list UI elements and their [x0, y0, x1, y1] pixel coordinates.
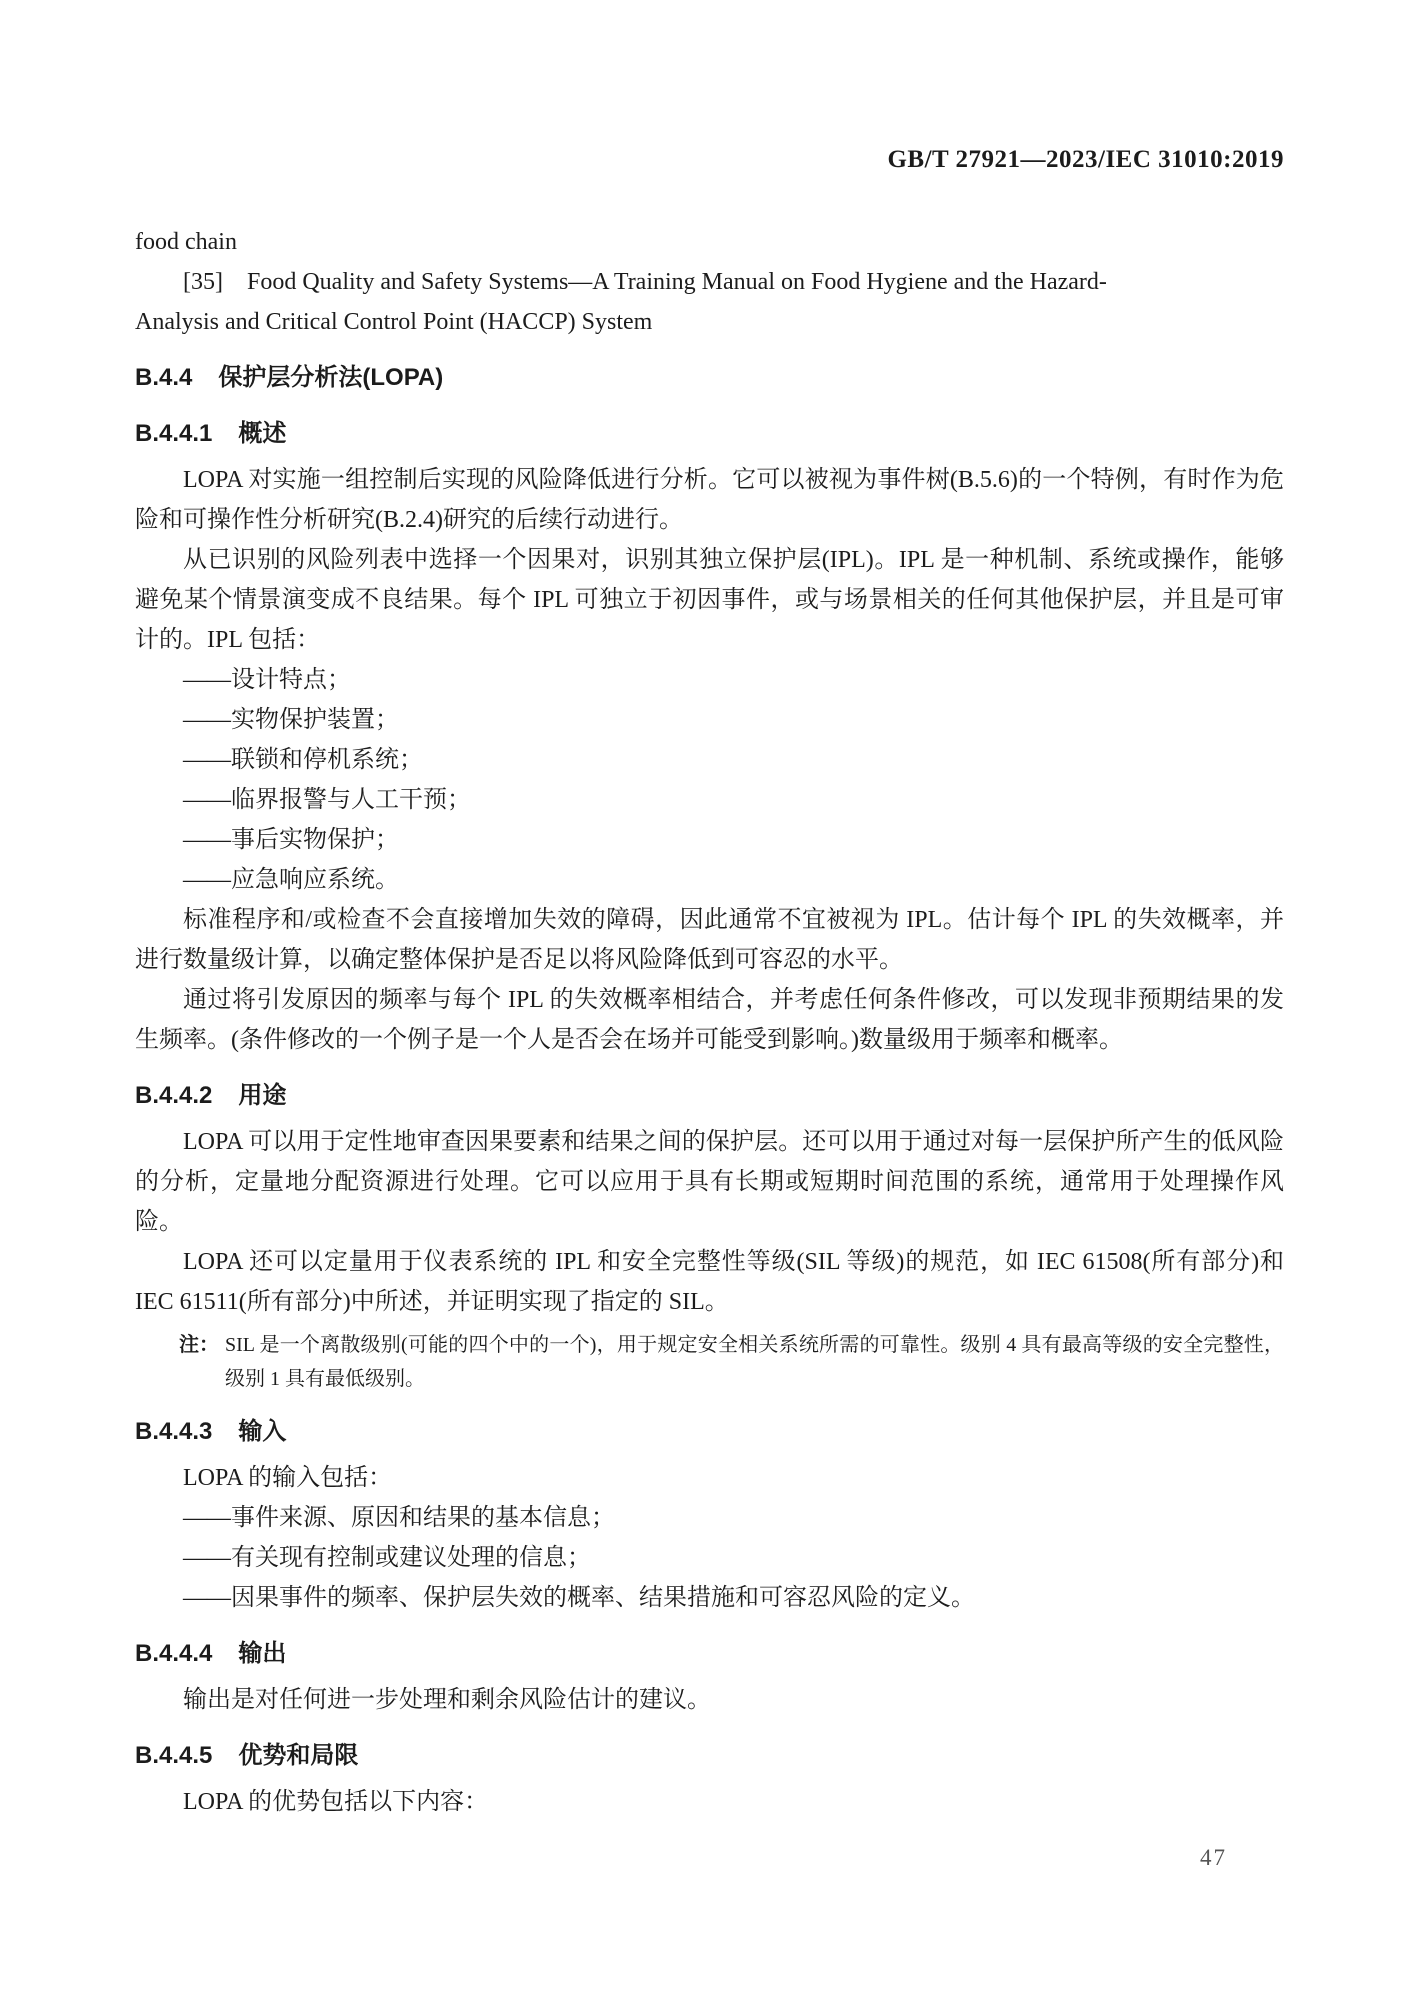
bibliography-fragment: [135, 222, 1284, 342]
list-item: ——应急响应系统。: [183, 867, 399, 893]
page-number: 47: [1200, 1845, 1227, 1870]
overview-paragraph-3: 标准程序和/或检查不会直接增加失效的障碍，因此通常不宜被视为 IPL。估计每个 IPL 的失效概率，并进行数量级计算，以确定整体保护是否足以将风险降低到可容忍的水平。: [135, 907, 1284, 973]
section-number: B.4.4: [135, 364, 193, 391]
section-title: 输出: [238, 1640, 287, 1667]
list-item: ——事后实物保护；: [183, 827, 399, 853]
section-number: B.4.4.3: [135, 1418, 213, 1445]
section-number: B.4.4.5: [135, 1742, 213, 1769]
list-item: ——有关现有控制或建议处理的信息；: [183, 1545, 591, 1571]
section-number: B.4.4.2: [135, 1082, 213, 1109]
list-item: ——联锁和停机系统；: [183, 747, 423, 773]
overview-paragraph-4: 通过将引发原因的频率与每个 IPL 的失效概率相结合，并考虑任何条件修改，可以发现非预期结果的发生频率。(条件修改的一个例子是一个人是否会在场并可能受到影响。)数量级用于频率和概率。: [135, 987, 1284, 1053]
section-title: 优势和局限: [238, 1742, 359, 1769]
reference-continuation-line: food chain: [135, 229, 237, 255]
section-title: 保护层分析法(LOPA): [218, 364, 444, 391]
section-title: 概述: [238, 420, 287, 447]
reference-item-35-line2: Analysis and Critical Control Point (HACCP) System: [135, 309, 653, 335]
overview-paragraph-2: 从已识别的风险列表中选择一个因果对，识别其独立保护层(IPL)。IPL 是一种机制、系统或操作，能够避免某个情景演变成不良结果。每个 IPL 可独立于初因事件，或与场景相关的任何其他保护层，并且是可审计的。IPL 包括：: [135, 547, 1284, 653]
note-block: [179, 1328, 1284, 1396]
section-title: 输入: [238, 1418, 287, 1445]
section-heading-b4443: [135, 1412, 1284, 1452]
section-heading-b4442: [135, 1076, 1284, 1116]
list-item: ——事件来源、原因和结果的基本信息；: [183, 1505, 615, 1531]
section-heading-b4444: [135, 1634, 1284, 1674]
list-item: ——设计特点；: [183, 667, 351, 693]
use-paragraph-2: LOPA 还可以定量用于仪表系统的 IPL 和安全完整性等级(SIL 等级)的规范，如 IEC 61508(所有部分)和 IEC 61511(所有部分)中所述，并证明实现了指定的 SIL。: [135, 1249, 1284, 1315]
note-label: 注：: [179, 1334, 219, 1356]
standard-code-header: GB/T 27921—2023/IEC 31010:2019: [887, 146, 1284, 173]
section-title: 用途: [238, 1082, 287, 1109]
use-paragraph-1: LOPA 可以用于定性地审查因果要素和结果之间的保护层。还可以用于通过对每一层保护所产生的低风险的分析，定量地分配资源进行处理。它可以应用于具有长期或短期时间范围的系统，通常用于处理操作风险。: [135, 1129, 1284, 1235]
list-item: ——因果事件的频率、保护层失效的概率、结果措施和可容忍风险的定义。: [183, 1585, 975, 1611]
outputs-paragraph: 输出是对任何进一步处理和剩余风险估计的建议。: [183, 1687, 711, 1713]
list-item: ——实物保护装置；: [183, 707, 399, 733]
list-item: ——临界报警与人工干预；: [183, 787, 471, 813]
section-number: B.4.4.1: [135, 420, 213, 447]
ipl-list: [135, 660, 1284, 900]
section-number: B.4.4.4: [135, 1640, 213, 1667]
section-heading-b444: [135, 358, 1284, 398]
strengths-intro: LOPA 的优势包括以下内容：: [183, 1789, 489, 1815]
note-text: SIL 是一个离散级别(可能的四个中的一个)，用于规定安全相关系统所需的可靠性。级别 4 具有最高等级的安全完整性，级别 1 具有最低级别。: [225, 1334, 1284, 1390]
section-heading-b4445: [135, 1736, 1284, 1776]
inputs-intro: LOPA 的输入包括：: [183, 1465, 393, 1491]
inputs-list: [135, 1498, 1284, 1618]
reference-item-35-line1: [35] Food Quality and Safety Systems—A Training Manual on Food Hygiene and the Hazard-: [183, 269, 1107, 295]
overview-paragraph-1: LOPA 对实施一组控制后实现的风险降低进行分析。它可以被视为事件树(B.5.6)的一个特例，有时作为危险和可操作性分析研究(B.2.4)研究的后续行动进行。: [135, 467, 1284, 533]
section-heading-b4441: [135, 414, 1284, 454]
